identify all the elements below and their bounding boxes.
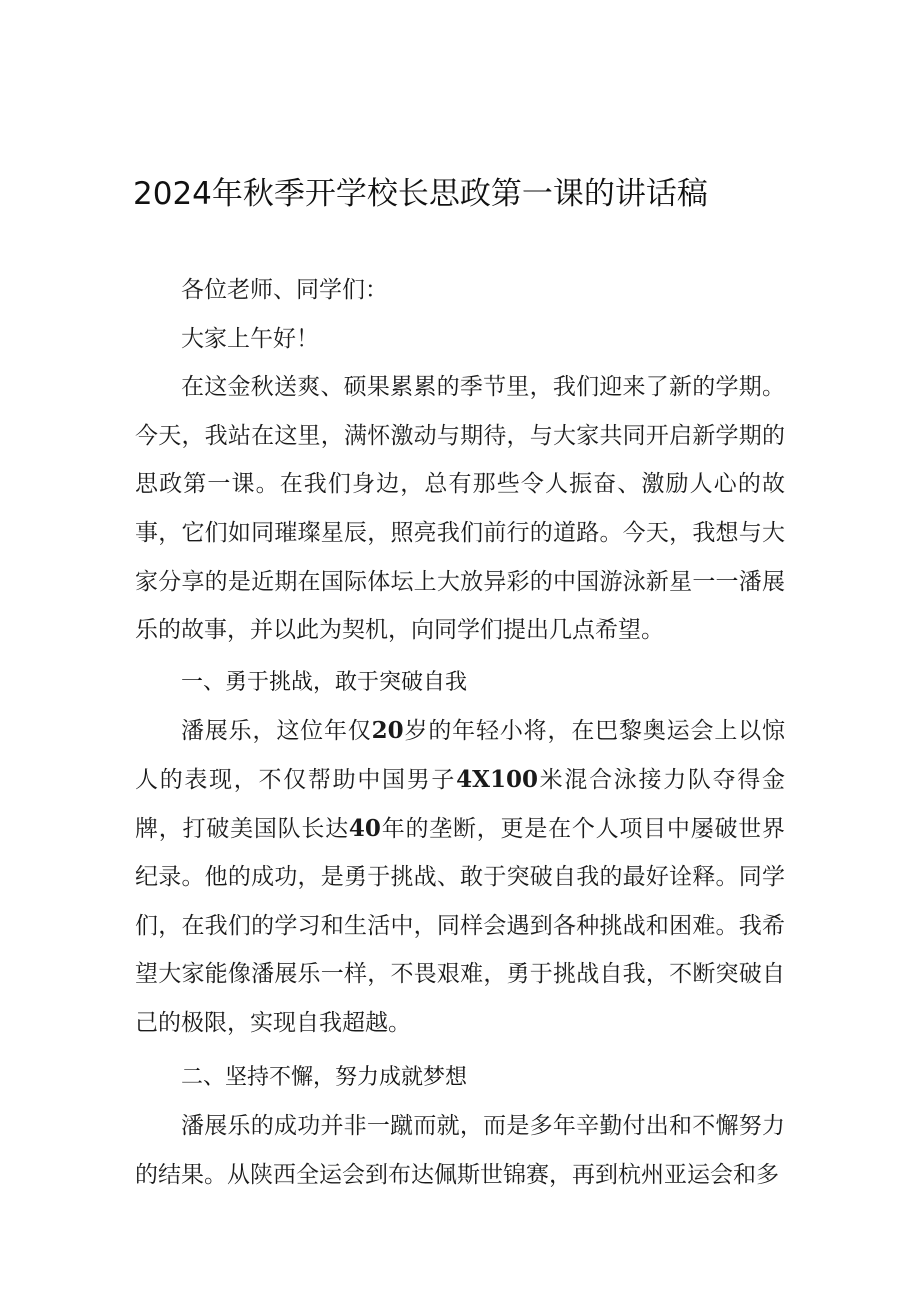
monopoly-years: 40 <box>348 814 381 842</box>
section-1-text-a: 潘展乐，这位年仅 <box>181 718 372 745</box>
age-number: 20 <box>371 717 404 745</box>
greeting-line: 各位老师、同学们： <box>181 277 388 303</box>
relay-distance: 4X100 <box>456 765 538 793</box>
section-1-paragraph <box>135 707 785 1047</box>
intro-paragraph: 在这金秋送爽、硕果累累的季节里，我们迎来了新的学期。今天，我站在这里，满怀激动与期待，与大家共同开启新学期的思政第一课。在我们身边，总有那些令人振奋、激励人心的故事，它们如同璀璨星辰，照亮我们前行的道路。今天，我想与大家分享的是近期在国际体坛上大放异彩的中国游泳新星一一潘展乐的故事，并以此为契机，向同学们提出几点希望。 <box>135 374 785 644</box>
section-1-heading: 一、勇于挑战，敢于突破自我 <box>181 669 468 695</box>
section-1-text-b: 岁的年轻小将，在巴黎奥运会上以惊人的表现，不仅帮助中国男子 <box>135 718 786 793</box>
section-2-heading: 二、坚持不懈，努力成就梦想 <box>181 1064 468 1090</box>
document-title: 2024年秋季开学校长思政第一课的讲话稿 <box>133 176 708 212</box>
section-1-text-d: 年的垄断，更是在个人项目中屡破世界纪录。他的成功，是勇于挑战、敢于突破自我的最好诠释。同学们，在我们的学习和生活中，同样会遇到各种挑战和困难。我希望大家能像潘展乐一样，不畏艰难，勇于挑战自我，不断突破自己的极限，实现自我超越。 <box>135 815 786 1036</box>
document-body <box>135 266 785 1199</box>
salutation-line: 大家上午好！ <box>181 325 319 352</box>
section-1-text-c: 米混合泳接力队夺得金牌，打破美国队长达 <box>135 766 786 842</box>
section-2-paragraph: 潘展乐的成功并非一蹴而就，而是多年辛勤付出和不懈努力的结果。从陕西全运会到布达佩斯世锦赛，再到杭州亚运会和多 <box>135 1113 785 1188</box>
